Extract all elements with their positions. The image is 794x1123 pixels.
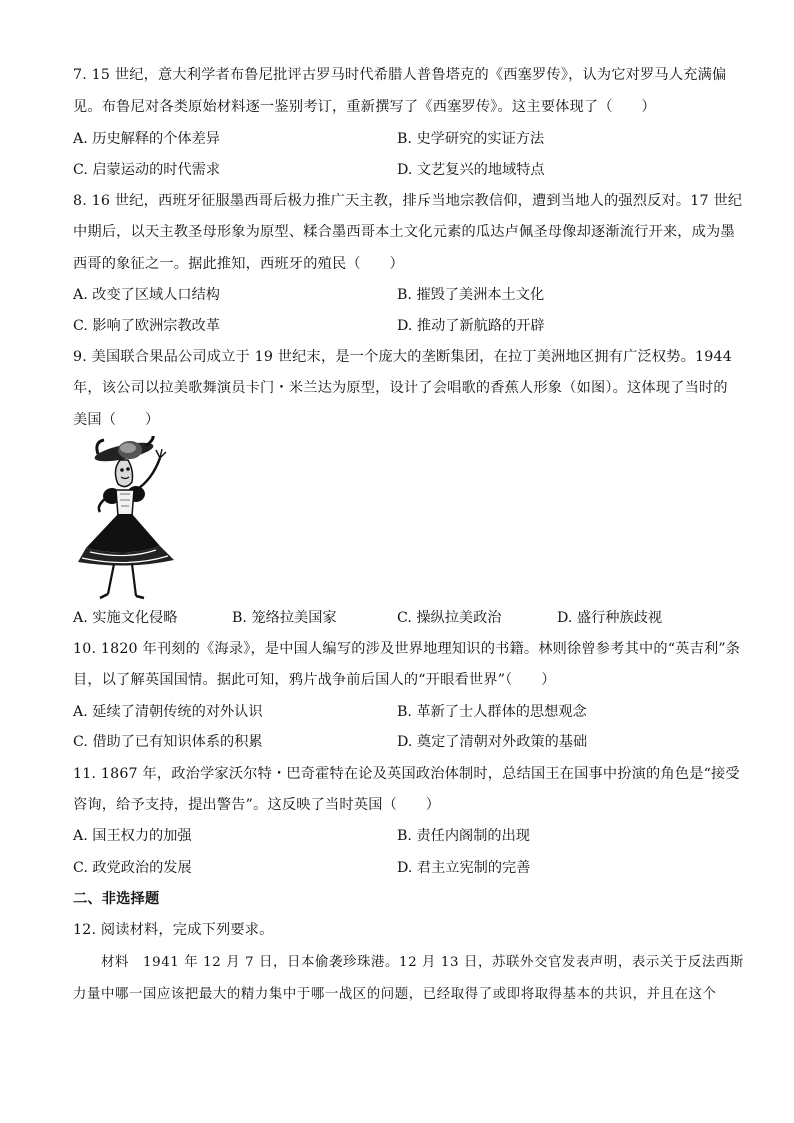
q7-option-d: D. 文艺复兴的地域特点 [397,162,545,178]
q8-option-d: D. 推动了新航路的开辟 [397,318,545,334]
q9-stem-line-3: 美国（ ） [73,412,160,428]
q10-stem-line-2: 目，以了解英国国情。据此可知，鸦片战争前后国人的“开眼看世界”（ ） [73,672,556,688]
section-heading: 二、非选择题 [73,891,160,907]
q9-option-b: B. 笼络拉美国家 [232,610,337,626]
q8-stem-line-3: 西哥的象征之一。据此推知，西班牙的殖民（ ） [73,256,404,272]
q11-stem-line-1: 11. 1867 年，政治学家沃尔特・巴奇霍特在论及英国政治体制时，总结国王在国事中扮演的角色是“接受 [73,766,740,782]
q10-option-d: D. 奠定了清朝对外政策的基础 [397,734,588,750]
q10-option-c: C. 借助了已有知识体系的积累 [73,734,263,750]
q10-option-a: A. 延续了清朝传统的对外认识 [73,704,263,720]
q12-material-line-2: 力量中哪一国应该把最大的精力集中于哪一战区的问题，已经取得了或即将取得基本的共识，并且在这个 [73,987,717,1002]
q11-option-a: A. 国王权力的加强 [73,828,192,844]
q11-option-c: C. 政党政治的发展 [73,860,192,876]
q7-stem-line-1: 7. 15 世纪，意大利学者布鲁尼批评古罗马时代希腊人普鲁塔克的《西塞罗传》，认为它对罗马人充满偏 [73,67,727,83]
q9-option-c: C. 操纵拉美政治 [397,610,502,626]
q12-material-line-1: 材料 1941 年 12 月 7 日，日本偷袭珍珠港。12 月 13 日，苏联外交官发表声明，表示关于反法西斯 [73,955,744,970]
q9-stem-line-1: 9. 美国联合果品公司成立于 19 世纪末，是一个庞大的垄断集团，在拉丁美洲地区拥有广泛权势。1944 [73,349,732,365]
q9-option-a: A. 实施文化侵略 [73,610,178,626]
q12-stem: 12. 阅读材料，完成下列要求。 [73,922,274,938]
banana-singer-illustration [76,436,188,602]
q7-option-a: A. 历史解释的个体差异 [73,131,220,147]
q11-option-b: B. 责任内阁制的出现 [397,828,530,844]
q7-option-b: B. 史学研究的实证方法 [397,131,545,147]
q7-option-c: C. 启蒙运动的时代需求 [73,162,221,178]
q8-option-a: A. 改变了区域人口结构 [73,287,220,303]
q8-stem-line-1: 8. 16 世纪，西班牙征服墨西哥后极力推广天主教，排斥当地宗教信仰，遭到当地人的强烈反对。17 世纪 [73,193,743,209]
q9-stem-line-2: 年，该公司以拉美歌舞演员卡门・米兰达为原型，设计了会唱歌的香蕉人形象（如图）。这体现了当时的 [73,380,728,396]
q8-option-c: C. 影响了欧洲宗教改革 [73,318,221,334]
q8-option-b: B. 摧毁了美洲本土文化 [397,287,545,303]
q9-option-d: D. 盛行种族歧视 [557,610,663,626]
q8-stem-line-2: 中期后，以天主教圣母形象为原型、糅合墨西哥本土文化元素的瓜达卢佩圣母像却逐渐流行开来，成为墨 [73,224,735,240]
q11-option-d: D. 君主立宪制的完善 [397,860,531,876]
q7-stem-line-2: 见。布鲁尼对各类原始材料逐一鉴别考订，重新撰写了《西塞罗传》。这主要体现了（ ） [73,99,656,115]
q11-stem-line-2: 咨询，给予支持，提出警告”。这反映了当时英国（ ） [73,797,441,813]
q10-option-b: B. 革新了士人群体的思想观念 [397,704,587,720]
q10-stem-line-1: 10. 1820 年刊刻的《海录》，是中国人编写的涉及世界地理知识的书籍。林则徐曾参考其中的“英吉利”条 [73,641,741,657]
